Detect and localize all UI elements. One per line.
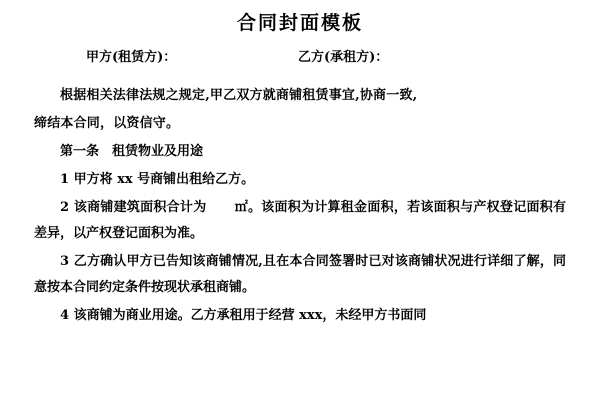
clause-item-3: [34, 249, 566, 301]
clause-number-1: 1: [60, 171, 70, 187]
clause-number-4: 4: [60, 307, 70, 323]
page-title: 合同封面模板: [236, 12, 363, 34]
clause-text-2-before: 该商铺建筑面积合计为: [73, 199, 207, 215]
clause-number-3: 3: [60, 253, 70, 269]
clause-text-3: 乙方确认甲方已告知该商铺情况,且在本合同签署时已对该商铺状况进行详细了解，同意按本合同约定条件按现状承租商铺。: [34, 253, 567, 295]
clause-text-2-after: ㎡。该面积为计算租金面积，若该面积与产权登记面积有差异，以产权登记面积为准。: [34, 199, 566, 241]
section-heading-title: 租赁物业及用途: [112, 143, 204, 159]
preamble-line-1: 根据相关法律法规之规定,甲乙双方就商铺租赁事宜,协商一致,: [60, 87, 418, 103]
clause-number-2: 2: [60, 199, 70, 215]
clause-text-4: 该商铺为商业用途。乙方承租用于经营 xxx，未经甲方书面同: [73, 307, 427, 323]
preamble-line-2: 缔结本合同，以资信守。: [34, 115, 180, 131]
clause-text-1: 甲方将 xx 号商铺出租给乙方。: [73, 171, 255, 187]
party-b-label: 乙方(承租方)：: [298, 49, 389, 65]
party-a-label: 甲方(租赁方)：: [86, 49, 177, 65]
clause-item-1: [34, 167, 566, 193]
clause-item-4: [34, 303, 566, 329]
section-heading-1: [34, 139, 566, 165]
party-row: [34, 49, 566, 67]
section-heading-label: 第一条: [60, 143, 100, 159]
clause-item-2: [34, 195, 566, 247]
